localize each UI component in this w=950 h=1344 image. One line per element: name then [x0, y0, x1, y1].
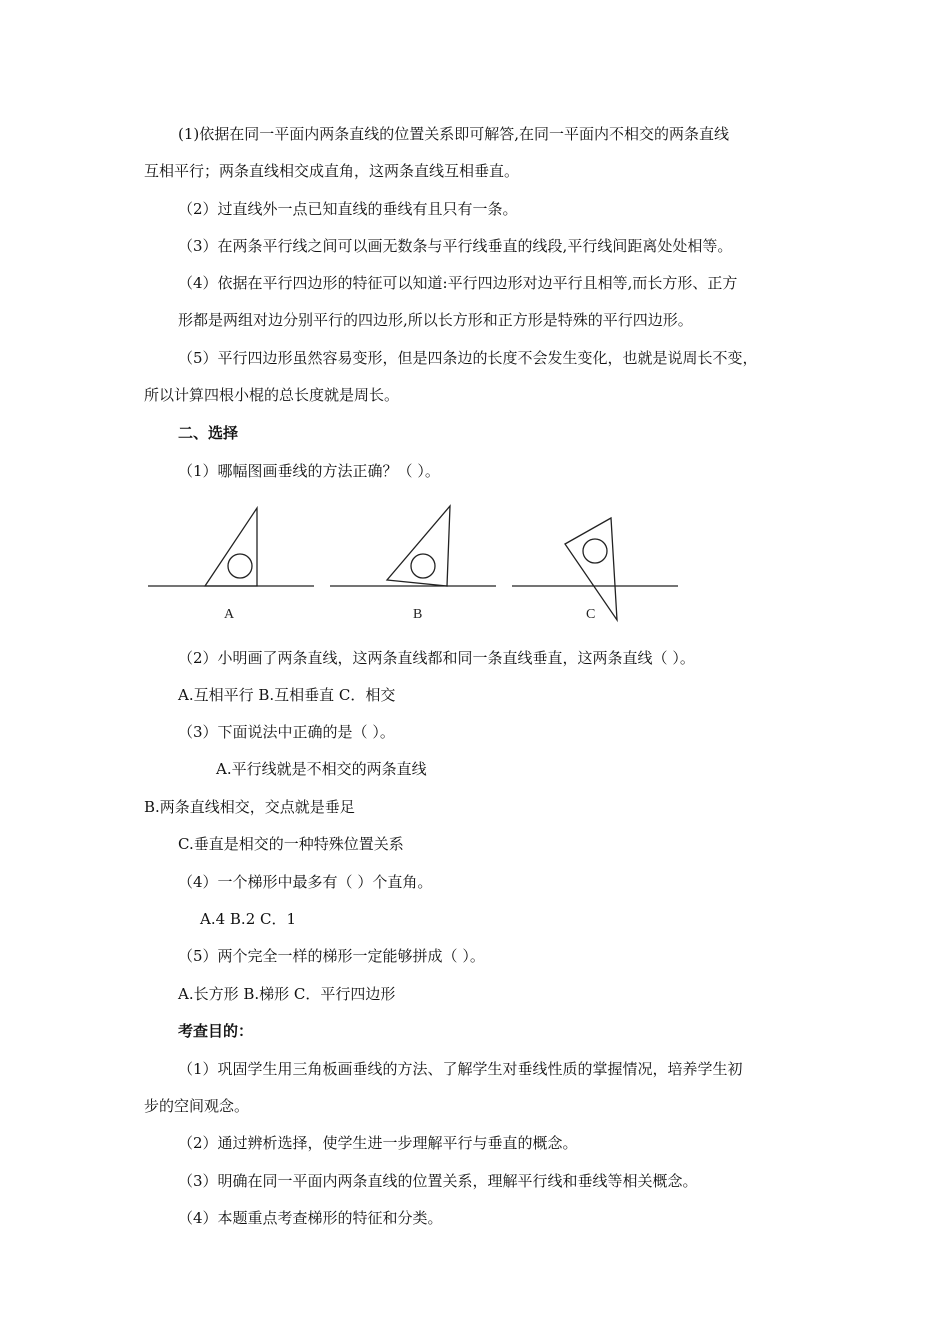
answer-line-5: （4）依据在平行四边形的特征可以知道:平行四边形对边平行且相等,而长方形、正方 — [178, 274, 738, 292]
question-3-option-a: A.平行线就是不相交的两条直线 — [216, 760, 427, 778]
figure-a-ruler-hole — [228, 554, 252, 578]
figure-label-b: B — [413, 607, 423, 622]
answer-line-8: 所以计算四根小棍的总长度就是周长。 — [144, 386, 400, 404]
perpendicular-drawing-figure — [140, 498, 680, 626]
question-5-options: A.长方形 B.梯形 C．平行四边形 — [178, 985, 396, 1003]
answer-line-4: （3）在两条平行线之间可以画无数条与平行线垂直的线段,平行线间距离处处相等。 — [178, 237, 733, 255]
question-4-options: A.4 B.2 C．1 — [200, 910, 297, 928]
purpose-line-5: （4）本题重点考查梯形的特征和分类。 — [178, 1209, 443, 1227]
question-2-options: A.互相平行 B.互相垂直 C．相交 — [178, 686, 396, 704]
purpose-line-1: （1）巩固学生用三角板画垂线的方法、了解学生对垂线性质的掌握情况，培养学生初 — [178, 1060, 743, 1078]
question-5: （5）两个完全一样的梯形一定能够拼成（ ）。 — [178, 947, 485, 965]
question-1: （1）哪幅图画垂线的方法正确？（ ）。 — [178, 462, 440, 480]
figure-b-ruler-hole — [411, 554, 435, 578]
purpose-heading: 考查目的： — [178, 1022, 254, 1040]
purpose-line-2: 步的空间观念。 — [144, 1097, 250, 1115]
answer-line-7: （5）平行四边形虽然容易变形，但是四条边的长度不会发生变化，也就是说周长不变， — [178, 349, 758, 367]
question-4: （4）一个梯形中最多有（ ）个直角。 — [178, 873, 433, 891]
figure-label-c: C — [586, 607, 596, 622]
section-heading-choice: 二、选择 — [178, 424, 239, 442]
figure-b-triangle-ruler — [387, 506, 450, 586]
answer-line-2: 互相平行；两条直线相交成直角，这两条直线互相垂直。 — [144, 162, 520, 180]
question-3: （3）下面说法中正确的是（ ）。 — [178, 723, 395, 741]
question-2: （2）小明画了两条直线，这两条直线都和同一条直线垂直，这两条直线（ ）。 — [178, 649, 695, 667]
figure-c-ruler-hole — [583, 539, 607, 563]
question-3-option-b: B.两条直线相交，交点就是垂足 — [144, 798, 355, 816]
answer-line-6: 形都是两组对边分别平行的四边形,所以长方形和正方形是特殊的平行四边形。 — [178, 311, 693, 329]
question-3-option-c: C.垂直是相交的一种特殊位置关系 — [178, 835, 404, 853]
purpose-line-3: （2）通过辨析选择，使学生进一步理解平行与垂直的概念。 — [178, 1134, 578, 1152]
answer-line-3: （2）过直线外一点已知直线的垂线有且只有一条。 — [178, 200, 518, 218]
figure-c-triangle-ruler — [565, 518, 617, 620]
purpose-line-4: （3）明确在同一平面内两条直线的位置关系，理解平行线和垂线等相关概念。 — [178, 1172, 698, 1190]
figure-label-a: A — [224, 607, 235, 622]
answer-line-1: (1)依据在同一平面内两条直线的位置关系即可解答,在同一平面内不相交的两条直线 — [178, 125, 730, 143]
